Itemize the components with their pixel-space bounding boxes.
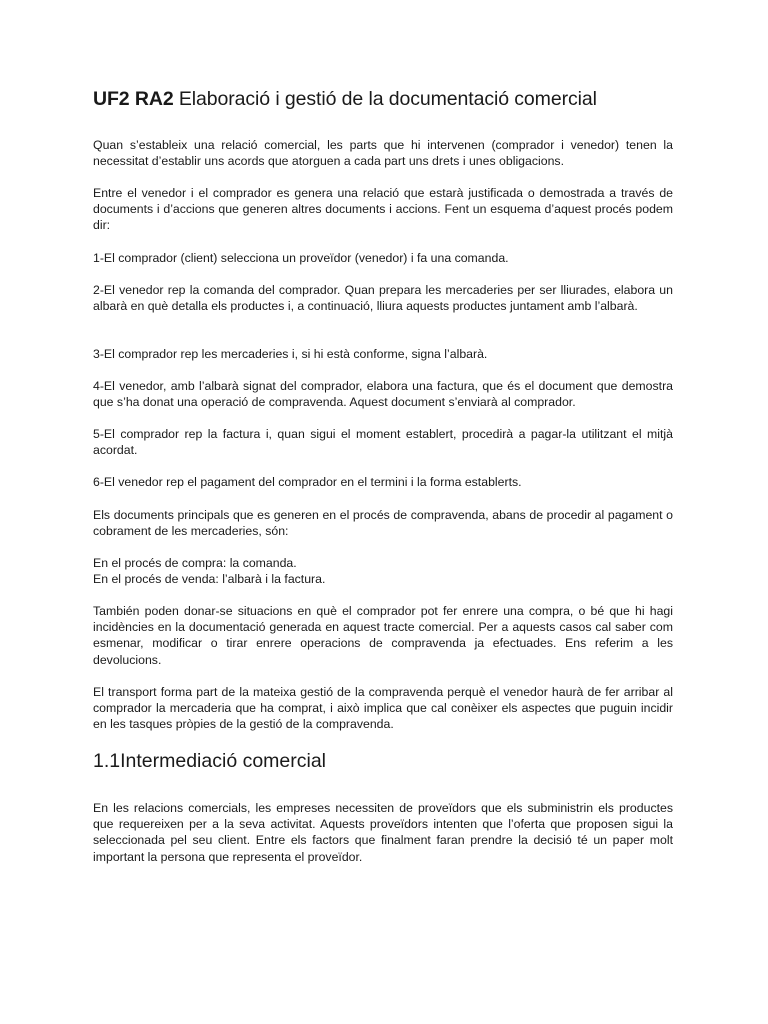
paragraph: 5-El comprador rep la factura i, quan sigui el moment establert, procedirà a pagar-la utilitzant el mitjà acordat. <box>93 427 673 458</box>
paragraph-returns <box>93 603 673 668</box>
paragraph: 1-El comprador (client) selecciona un proveïdor (venedor) i fa una comanda. <box>93 251 509 265</box>
paragraph: Els documents principals que es generen en el procés de compravenda, abans de procedir al pagament o cobrament de les mercaderies, són: <box>93 508 673 539</box>
paragraph-step-4 <box>93 378 673 410</box>
paragraph-transport <box>93 684 673 733</box>
page-title <box>93 88 597 111</box>
paragraph-step-3 <box>93 346 673 362</box>
paragraph: 6-El venedor rep el pagament del comprador en el termini i la forma establerts. <box>93 475 522 489</box>
process-line-sale: En el procés de venda: l’albarà i la factura. <box>93 572 326 587</box>
process-line-purchase: En el procés de compra: la comanda. <box>93 556 297 570</box>
paragraph: En les relacions comercials, les empreses necessiten de proveïdors que els subministrin els productes que requereixen per a la seva activitat. Aquests proveïdors intenten que l’oferta que proposen sigui la seleccionada pel seu client. Entre els factors que finalment faran prendre la decisió té un paper molt important la persona que representa el proveïdor. <box>93 801 673 864</box>
paragraph: El transport forma part de la mateixa gestió de la compravenda perquè el venedor haurà de fer arribar al comprador la mercaderia que ha comprat, i això implica que cal conèixer els aspectes que puguin incidir en les tasques pròpies de la gestió de la compravenda. <box>93 685 673 732</box>
paragraph: 4-El venedor, amb l’albarà signat del comprador, elabora una factura, que és el document que demostra que s’ha donat una operació de compravenda. Aquest document s’enviarà al comprador. <box>93 379 673 410</box>
paragraph: También poden donar-se situacions en què el comprador pot fer enrere una compra, o bé que hi hagi incidències en la documentació generada en aquest tracte comercial. Per a aquests casos cal saber com esmenar, modificar o tirar enrere operacions de compravenda ja efectuades. Ens referim a les devolucions. <box>93 604 673 667</box>
paragraph: Entre el venedor i el comprador es genera una relació que estarà justificada o demostrada a través de documents i d’accions que generen altres documents i accions. Fent un esquema d’aquest procés podem dir: <box>93 186 673 233</box>
paragraph-step-6 <box>93 474 673 490</box>
section-heading: 1.1Intermediació comercial <box>93 750 327 772</box>
paragraph-step-2 <box>93 282 673 314</box>
paragraph-documents <box>93 507 673 539</box>
paragraph: 3-El comprador rep les mercaderies i, si hi està conforme, signa l’albarà. <box>93 347 488 361</box>
process-list <box>93 555 673 587</box>
paragraph-step-5 <box>93 426 673 458</box>
paragraph: 2-El venedor rep la comanda del comprador. Quan prepara les mercaderies per ser lliurades, elabora un albarà en què detalla els productes i, a continuació, lliura aquests productes juntament amb l’albarà. <box>93 283 673 314</box>
paragraph: Quan s’estableix una relació comercial, les parts que hi intervenen (comprador i venedor) tenen la necessitat d’establir uns acords que atorguen a cada part uns drets i unes obligacions. <box>93 138 673 169</box>
page-title-code: UF2 RA2 <box>93 88 174 110</box>
paragraph-relation <box>93 185 673 234</box>
paragraph-intro <box>93 137 673 169</box>
paragraph-intermediation <box>93 800 673 865</box>
page-title-text: Elaboració i gestió de la documentació comercial <box>173 88 597 110</box>
paragraph-step-1 <box>93 250 673 266</box>
